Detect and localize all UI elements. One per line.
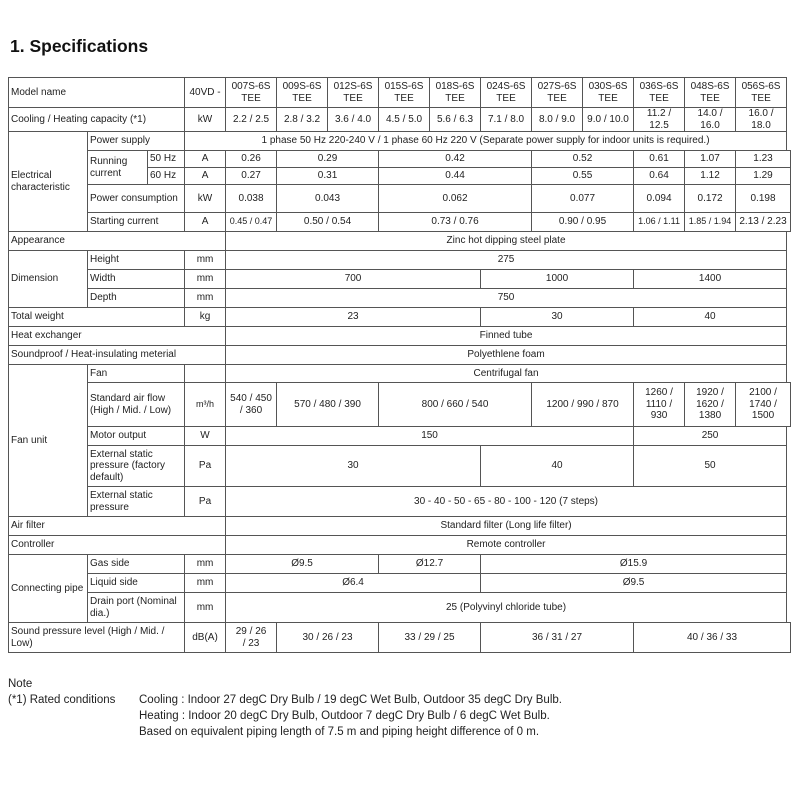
value-cell: 2.13 / 2.23 xyxy=(736,213,791,232)
table-row xyxy=(9,78,791,108)
esp-range-label: External static pressure xyxy=(88,487,185,517)
value-cell: 29 / 26 / 23 xyxy=(226,623,277,653)
value-cell: 40 / 36 / 33 xyxy=(634,623,791,653)
value-cell: 540 / 450 / 360 xyxy=(226,383,277,427)
model-cell: 036S-6S TEE xyxy=(634,78,685,108)
value-cell: 3.6 / 4.0 xyxy=(328,108,379,132)
value-cell: 570 / 480 / 390 xyxy=(277,383,379,427)
fan-label: Fan xyxy=(88,365,185,383)
value-cell: 750 xyxy=(226,289,787,308)
value-cell: 0.52 xyxy=(532,151,634,168)
value-cell: 0.043 xyxy=(277,185,379,213)
model-cell: 015S-6S TEE xyxy=(379,78,430,108)
unit-cell: mm xyxy=(185,270,226,289)
table-row xyxy=(9,270,791,289)
value-cell: Ø9.5 xyxy=(481,574,787,593)
value-cell: 0.90 / 0.95 xyxy=(532,213,634,232)
esp-default-label: External static pressure (factory default) xyxy=(88,446,185,487)
unit-cell: kg xyxy=(185,308,226,327)
table-row xyxy=(9,574,791,593)
value-cell: Remote controller xyxy=(226,536,787,555)
heat-exchanger-label: Heat exchanger xyxy=(9,327,226,346)
value-cell: 30 - 40 - 50 - 65 - 80 - 100 - 120 (7 steps) xyxy=(226,487,787,517)
weight-label: Total weight xyxy=(9,308,185,327)
model-cell: 009S-6S TEE xyxy=(277,78,328,108)
value-cell: 40 xyxy=(634,308,787,327)
note-row xyxy=(8,692,562,708)
value-cell: 30 / 26 / 23 xyxy=(277,623,379,653)
soundproof-label: Soundproof / Heat-insulating meterial xyxy=(9,346,226,365)
table-row xyxy=(9,446,791,487)
unit-cell xyxy=(185,365,226,383)
page-title: 1. Specifications xyxy=(10,36,149,56)
value-cell: 0.45 / 0.47 xyxy=(226,213,277,232)
value-cell: Ø12.7 xyxy=(379,555,481,574)
liquid-side-label: Liquid side xyxy=(88,574,185,593)
table-row xyxy=(9,593,791,623)
model-cell: 056S-6S TEE xyxy=(736,78,787,108)
value-cell: Centrifugal fan xyxy=(226,365,787,383)
value-cell: 7.1 / 8.0 xyxy=(481,108,532,132)
table-row xyxy=(9,151,791,168)
value-cell: 2100 / 1740 / 1500 xyxy=(736,383,791,427)
appearance-label: Appearance xyxy=(9,232,226,251)
model-cell: 024S-6S TEE xyxy=(481,78,532,108)
value-cell: 1920 / 1620 / 1380 xyxy=(685,383,736,427)
capacity-label: Cooling / Heating capacity (*1) xyxy=(9,108,185,132)
unit-cell: A xyxy=(185,168,226,185)
model-cell: 027S-6S TEE xyxy=(532,78,583,108)
note-line: Heating : Indoor 20 degC Dry Bulb, Outdoor 7 degC Dry Bulb / 6 degC Wet Bulb. xyxy=(139,710,550,722)
value-cell: Ø6.4 xyxy=(226,574,481,593)
power-consumption-label: Power consumption xyxy=(88,185,185,213)
value-cell: 0.31 xyxy=(277,168,379,185)
unit-cell: mm xyxy=(185,251,226,270)
value-cell: 1200 / 990 / 870 xyxy=(532,383,634,427)
table-row xyxy=(9,365,791,383)
value-cell: 1.06 / 1.11 xyxy=(634,213,685,232)
value-cell: 5.6 / 6.3 xyxy=(430,108,481,132)
width-label: Width xyxy=(88,270,185,289)
value-cell: 0.062 xyxy=(379,185,532,213)
unit-cell: Pa xyxy=(185,487,226,517)
unit-cell: A xyxy=(185,151,226,168)
depth-label: Depth xyxy=(88,289,185,308)
table-row xyxy=(9,232,791,251)
value-cell: 800 / 660 / 540 xyxy=(379,383,532,427)
drain-port-label: Drain port (Nominal dia.) xyxy=(88,593,185,623)
table-row xyxy=(9,185,791,213)
table-row xyxy=(9,327,791,346)
value-cell: 0.44 xyxy=(379,168,532,185)
value-cell: Ø9.5 xyxy=(226,555,379,574)
value-cell: 1260 / 1110 / 930 xyxy=(634,383,685,427)
running-current-label: Running current xyxy=(88,151,148,185)
unit-cell: A xyxy=(185,213,226,232)
value-cell: 1.29 xyxy=(736,168,791,185)
value-cell: 14.0 / 16.0 xyxy=(685,108,736,132)
value-cell: 0.26 xyxy=(226,151,277,168)
table-row xyxy=(9,555,791,574)
value-cell: 1.07 xyxy=(685,151,736,168)
note-label: (*1) Rated conditions xyxy=(8,694,116,706)
value-cell: 0.61 xyxy=(634,151,685,168)
fan-unit-label: Fan unit xyxy=(9,365,88,517)
table-row xyxy=(9,132,791,151)
value-cell: 0.27 xyxy=(226,168,277,185)
value-cell: Ø15.9 xyxy=(481,555,787,574)
height-label: Height xyxy=(88,251,185,270)
model-cell: 048S-6S TEE xyxy=(685,78,736,108)
value-cell: 0.55 xyxy=(532,168,634,185)
controller-label: Controller xyxy=(9,536,226,555)
value-cell: 1.85 / 1.94 xyxy=(685,213,736,232)
pipe-label: Connecting pipe xyxy=(9,555,88,623)
value-cell: 25 (Polyvinyl chloride tube) xyxy=(226,593,787,623)
table-row xyxy=(9,213,791,232)
value-cell: 1000 xyxy=(481,270,634,289)
value-cell: 1.23 xyxy=(736,151,791,168)
model-cell: 030S-6S TEE xyxy=(583,78,634,108)
sound-label: Sound pressure level (High / Mid. / Low) xyxy=(9,623,185,653)
value-cell: 0.29 xyxy=(277,151,379,168)
model-cell: 018S-6S TEE xyxy=(430,78,481,108)
value-cell: 0.172 xyxy=(685,185,736,213)
unit-cell: mm xyxy=(185,593,226,623)
model-prefix: 40VD - xyxy=(185,78,226,108)
dimension-label: Dimension xyxy=(9,251,88,308)
starting-current-label: Starting current xyxy=(88,213,185,232)
value-cell: 23 xyxy=(226,308,481,327)
hz50-label: 50 Hz xyxy=(148,151,185,168)
value-cell: 0.50 / 0.54 xyxy=(277,213,379,232)
air-flow-label: Standard air flow (High / Mid. / Low) xyxy=(88,383,185,427)
value-cell: 50 xyxy=(634,446,787,487)
table-row xyxy=(9,289,791,308)
value-cell: 11.2 / 12.5 xyxy=(634,108,685,132)
value-cell: 40 xyxy=(481,446,634,487)
value-cell: 0.094 xyxy=(634,185,685,213)
motor-output-label: Motor output xyxy=(88,427,185,446)
value-cell: 36 / 31 / 27 xyxy=(481,623,634,653)
power-supply-value: 1 phase 50 Hz 220-240 V / 1 phase 60 Hz 220 V (Separate power supply for indoor units is required.) xyxy=(185,132,787,151)
table-row xyxy=(9,383,791,427)
model-name-label: Model name xyxy=(9,78,185,108)
unit-cell: mm xyxy=(185,289,226,308)
value-cell: 700 xyxy=(226,270,481,289)
value-cell: 1400 xyxy=(634,270,787,289)
table-row xyxy=(9,487,791,517)
value-cell: 0.42 xyxy=(379,151,532,168)
hz60-label: 60 Hz xyxy=(148,168,185,185)
model-cell: 007S-6S TEE xyxy=(226,78,277,108)
value-cell: 0.077 xyxy=(532,185,634,213)
unit-cell: W xyxy=(185,427,226,446)
value-cell: 0.198 xyxy=(736,185,791,213)
table-row xyxy=(9,517,791,536)
value-cell: 0.73 / 0.76 xyxy=(379,213,532,232)
table-row xyxy=(9,251,791,270)
value-cell: 4.5 / 5.0 xyxy=(379,108,430,132)
unit-cell: kW xyxy=(185,185,226,213)
value-cell: 150 xyxy=(226,427,634,446)
value-cell: 2.8 / 3.2 xyxy=(277,108,328,132)
value-cell: 8.0 / 9.0 xyxy=(532,108,583,132)
table-row xyxy=(9,308,791,327)
unit-cell: m³/h xyxy=(185,383,226,427)
value-cell: Standard filter (Long life filter) xyxy=(226,517,787,536)
value-cell: 33 / 29 / 25 xyxy=(379,623,481,653)
value-cell: 16.0 / 18.0 xyxy=(736,108,787,132)
electrical-label: Electrical characteristic xyxy=(9,132,88,232)
value-cell: 0.64 xyxy=(634,168,685,185)
table-row xyxy=(9,623,791,653)
table-row xyxy=(9,108,791,132)
note-heading: Note xyxy=(8,678,33,690)
value-cell: 275 xyxy=(226,251,787,270)
power-supply-label: Power supply xyxy=(88,132,185,151)
note-line: Cooling : Indoor 27 degC Dry Bulb / 19 degC Wet Bulb, Outdoor 35 degC Dry Bulb. xyxy=(139,694,562,706)
note-section xyxy=(8,676,562,740)
model-cell: 012S-6S TEE xyxy=(328,78,379,108)
unit-cell: mm xyxy=(185,555,226,574)
value-cell: 0.038 xyxy=(226,185,277,213)
value-cell: 30 xyxy=(481,308,634,327)
value-cell: 250 xyxy=(634,427,787,446)
air-filter-label: Air filter xyxy=(9,517,226,536)
note-line: Based on equivalent piping length of 7.5 m and piping height difference of 0 m. xyxy=(139,726,540,738)
table-row xyxy=(9,536,791,555)
value-cell: 1.12 xyxy=(685,168,736,185)
unit-cell: mm xyxy=(185,574,226,593)
appearance-value: Zinc hot dipping steel plate xyxy=(226,232,787,251)
value-cell: Polyethlene foam xyxy=(226,346,787,365)
value-cell: Finned tube xyxy=(226,327,787,346)
value-cell: 30 xyxy=(226,446,481,487)
gas-side-label: Gas side xyxy=(88,555,185,574)
specifications-table xyxy=(8,77,791,653)
table-row xyxy=(9,346,791,365)
table-row xyxy=(9,427,791,446)
value-cell: 9.0 / 10.0 xyxy=(583,108,634,132)
unit-cell: dB(A) xyxy=(185,623,226,653)
unit-cell: kW xyxy=(185,108,226,132)
unit-cell: Pa xyxy=(185,446,226,487)
value-cell: 2.2 / 2.5 xyxy=(226,108,277,132)
